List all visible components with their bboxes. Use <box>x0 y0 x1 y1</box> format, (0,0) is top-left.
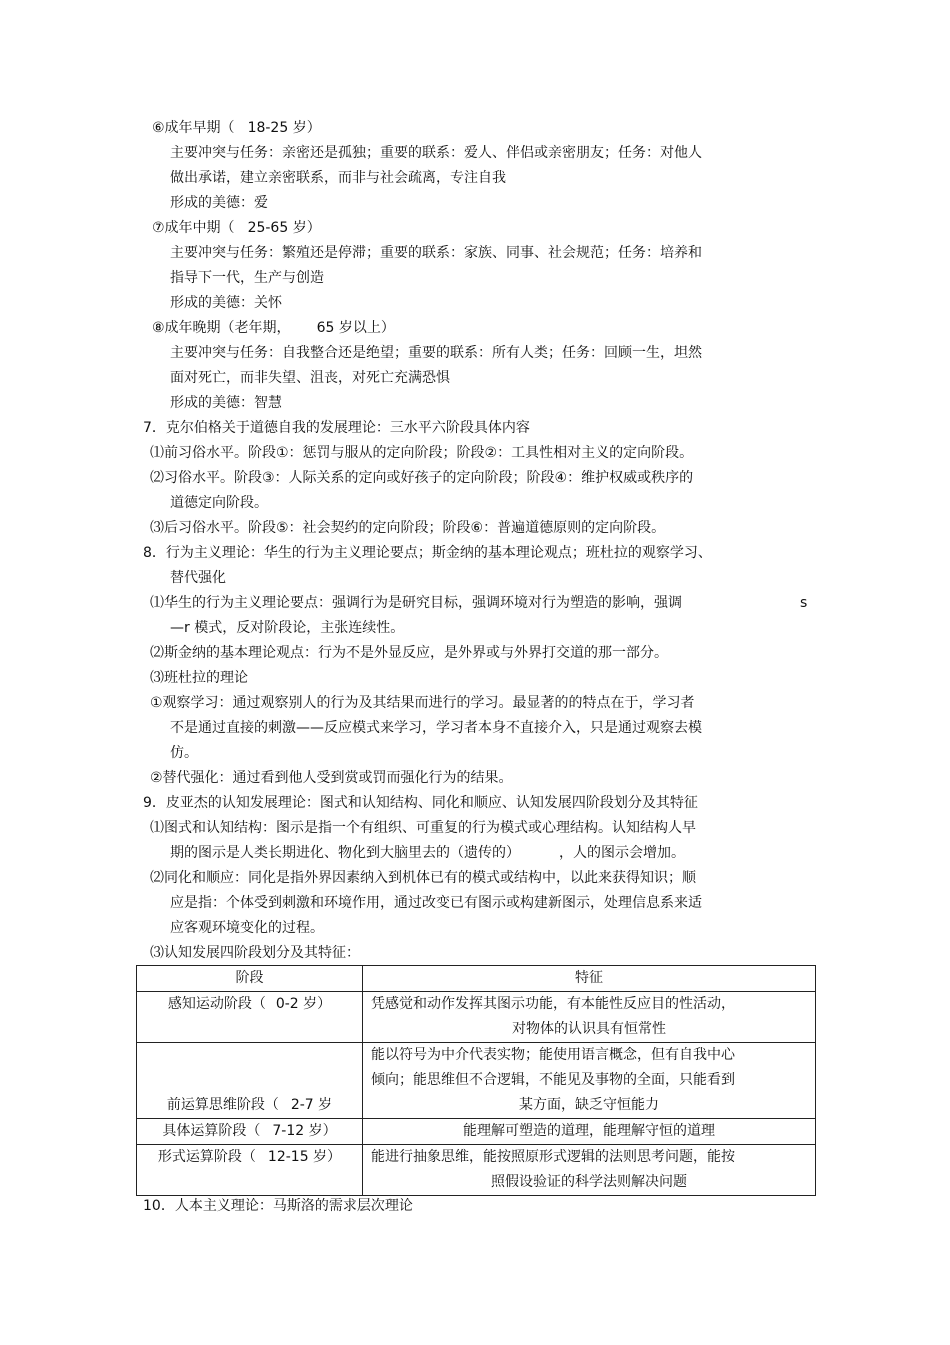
section-10-title: 10．人本主义理论：马斯洛的需求层次理论 <box>143 1198 413 1214</box>
section-9-item-2: ⑵同化和顺应：同化是指外界因素纳入到机体已有的模式或结构中，以此来获得知识；顺 <box>150 870 696 886</box>
stage-7-virtue: 形成的美德：关怀 <box>170 295 282 311</box>
table-header-row <box>137 966 816 992</box>
stage-cell: 感知运动阶段（ 0-2 岁） <box>137 992 363 1043</box>
section-7-item-3: ⑶后习俗水平。阶段⑤：社会契约的定向阶段；阶段⑥：普遍道德原则的定向阶段。 <box>150 520 666 536</box>
feature-cell: 能理解可塑造的道理，能理解守恒的道理 <box>363 1119 816 1145</box>
section-8-observe-3: 仿。 <box>170 745 198 761</box>
stage-cell: 形式运算阶段（ 12-15 岁） <box>137 1145 363 1196</box>
section-8-item-3: ⑶班杜拉的理论 <box>150 670 248 686</box>
section-9-item-1: ⑴图式和认知结构：图示是指一个有组织、可重复的行为模式或心理结构。认知结构人早 <box>150 820 696 836</box>
stage-cell: 具体运算阶段（ 7-12 岁） <box>137 1119 363 1145</box>
section-8-title: 8．行为主义理论：华生的行为主义理论要点；斯金纳的基本理论观点；班杜拉的观察学习、 <box>143 545 712 561</box>
section-8-item-1-cont: —r 模式，反对阶段论，主张连续性。 <box>170 620 405 636</box>
section-8-observe-1: ①观察学习：通过观察别人的行为及其结果而进行的学习。最显著的的特点在于，学习者 <box>150 695 695 711</box>
stage-8-virtue: 形成的美德：智慧 <box>170 395 282 411</box>
section-8-item-1: ⑴华生的行为主义理论要点：强调行为是研究目标，强调环境对行为塑造的影响，强调 <box>150 595 682 611</box>
stage-7-line-1: 主要冲突与任务：繁殖还是停滞；重要的联系：家族、同事、社会规范；任务：培养和 <box>170 245 702 261</box>
section-9-item-2-cont-1: 应是指：个体受到刺激和环境作用，通过改变已有图示或构建新图示，处理信息系来适 <box>170 895 702 911</box>
table-header-stage: 阶段 <box>137 966 363 992</box>
stage-8-line-2: 面对死亡，而非失望、沮丧，对死亡充满恐惧 <box>170 370 450 386</box>
stage-8-line-1: 主要冲突与任务：自我整合还是绝望；重要的联系：所有人类；任务：回顾一生，坦然 <box>170 345 702 361</box>
section-8-title-cont: 替代强化 <box>170 570 226 586</box>
section-7-item-2: ⑵习俗水平。阶段③：人际关系的定向或好孩子的定向阶段；阶段④：维护权威或秩序的 <box>150 470 694 486</box>
section-8-vicarious: ②替代强化：通过看到他人受到赏或罚而强化行为的结果。 <box>150 770 513 786</box>
feature-cell: 凭感觉和动作发挥其图示功能，有本能性反应目的性活动， 对物体的认识具有恒常性 <box>363 992 816 1043</box>
stage-6-heading: ⑥成年早期（ 18-25 岁） <box>152 120 321 136</box>
section-8-observe-2: 不是通过直接的刺激——反应模式来学习，学习者本身不直接介入，只是通过观察去模 <box>170 720 702 736</box>
feature-cell: 能进行抽象思维，能按照原形式逻辑的法则思考问题，能按 照假设验证的科学法则解决问题 <box>363 1145 816 1196</box>
section-8-item-1-s: s <box>800 595 808 611</box>
section-8-item-2: ⑵斯金纳的基本理论观点：行为不是外显反应，是外界或与外界打交道的那一部分。 <box>150 645 668 661</box>
section-9-title: 9．皮亚杰的认知发展理论：图式和认知结构、同化和顺应、认知发展四阶段划分及其特征 <box>143 795 698 811</box>
table-row <box>137 1145 816 1196</box>
section-7-item-2-cont: 道德定向阶段。 <box>170 495 268 511</box>
stage-6-virtue: 形成的美德：爱 <box>170 195 268 211</box>
stage-cell: 前运算思维阶段（ 2-7 岁 <box>137 1043 363 1119</box>
stage-7-line-2: 指导下一代，生产与创造 <box>170 270 324 286</box>
table-row <box>137 1119 816 1145</box>
stage-7-heading: ⑦成年中期（ 25-65 岁） <box>152 220 321 236</box>
table-row <box>137 1043 816 1119</box>
feature-cell: 能以符号为中介代表实物；能使用语言概念，但有自我中心 倾向；能思维但不合逻辑，不能见及事物的全面，只能看到 某方面，缺乏守恒能力 <box>363 1043 816 1119</box>
section-9-item-1-cont: 期的图示是人类长期进化、物化到大脑里去的（遗传的） ，人的图示会增加。 <box>170 845 685 861</box>
table-row <box>137 992 816 1043</box>
section-9-item-3: ⑶认知发展四阶段划分及其特征： <box>150 945 360 961</box>
stage-6-line-1: 主要冲突与任务：亲密还是孤独；重要的联系：爱人、伴侣或亲密朋友；任务：对他人 <box>170 145 702 161</box>
section-7-title: 7．克尔伯格关于道德自我的发展理论：三水平六阶段具体内容 <box>143 420 530 436</box>
table-header-feature: 特征 <box>363 966 816 992</box>
section-9-item-2-cont-2: 应客观环境变化的过程。 <box>170 920 324 936</box>
stages-table <box>136 965 816 1196</box>
stage-6-line-2: 做出承诺，建立亲密联系，而非与社会疏离，专注自我 <box>170 170 506 186</box>
stage-8-heading: ⑧成年晚期（老年期， 65 岁以上） <box>152 320 395 336</box>
section-7-item-1: ⑴前习俗水平。阶段①：惩罚与服从的定向阶段；阶段②：工具性相对主义的定向阶段。 <box>150 445 694 461</box>
